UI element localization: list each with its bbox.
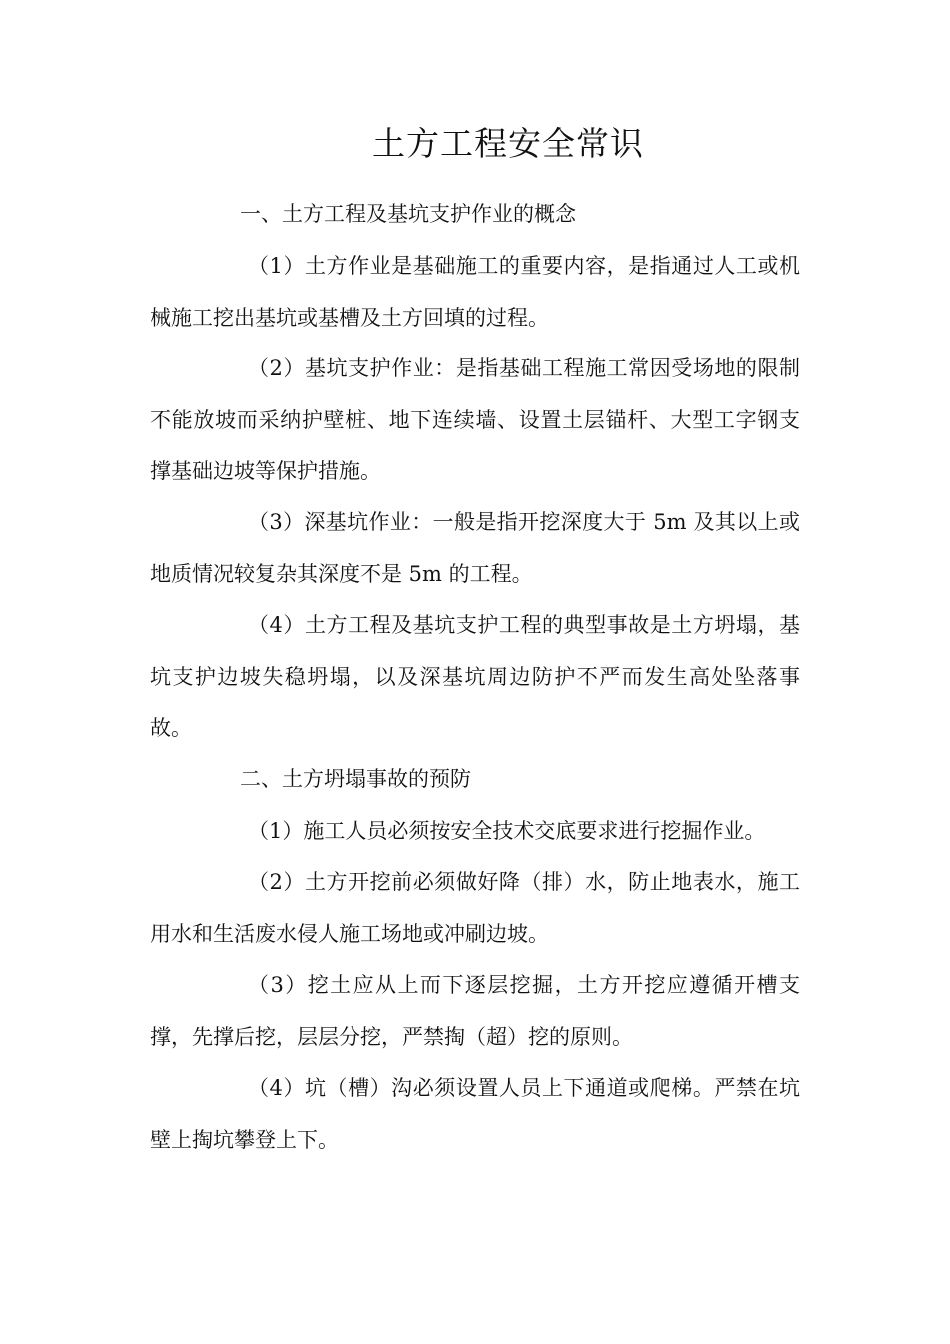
paragraph-item: （1）施工人员必须按安全技术交底要求进行挖掘作业。 [248, 819, 766, 843]
paragraph-item: （3）挖土应从上而下逐层挖掘，土方开挖应遵循开槽支撑，先撑后挖，层层分挖，严禁掏（超）挖的原则。 [150, 973, 800, 1049]
paragraph-item: （1）土方作业是基础施工的重要内容，是指通过人工或机械施工挖出基坑或基槽及土方回填的过程。 [150, 254, 800, 330]
paragraph-item: （4）坑（槽）沟必须设置人员上下通道或爬梯。严禁在坑壁上掏坑攀登上下。 [150, 1076, 800, 1152]
section-heading-concepts: 一、土方工程及基坑支护作业的概念 [240, 202, 576, 226]
paragraph-item: （3）深基坑作业：一般是指开挖深度大于 5m 及其以上或地质情况较复杂其深度不是 5m 的工程。 [150, 510, 800, 586]
paragraph-item: （4）土方工程及基坑支护工程的典型事故是土方坍塌，基坑支护边坡失稳坍塌，以及深基坑周边防护不严而发生高处坠落事故。 [150, 613, 800, 741]
paragraph-item: （2）基坑支护作业：是指基础工程施工常因受场地的限制不能放坡而采纳护壁桩、地下连续墙、设置土层锚杆、大型工字钢支撑基础边坡等保护措施。 [150, 356, 800, 484]
document-title: 土方工程安全常识 [372, 124, 644, 163]
paragraph-item: （2）土方开挖前必须做好降（排）水，防止地表水，施工用水和生活废水侵人施工场地或冲刷边坡。 [150, 870, 800, 946]
section-heading-prevention: 二、土方坍塌事故的预防 [240, 767, 471, 791]
